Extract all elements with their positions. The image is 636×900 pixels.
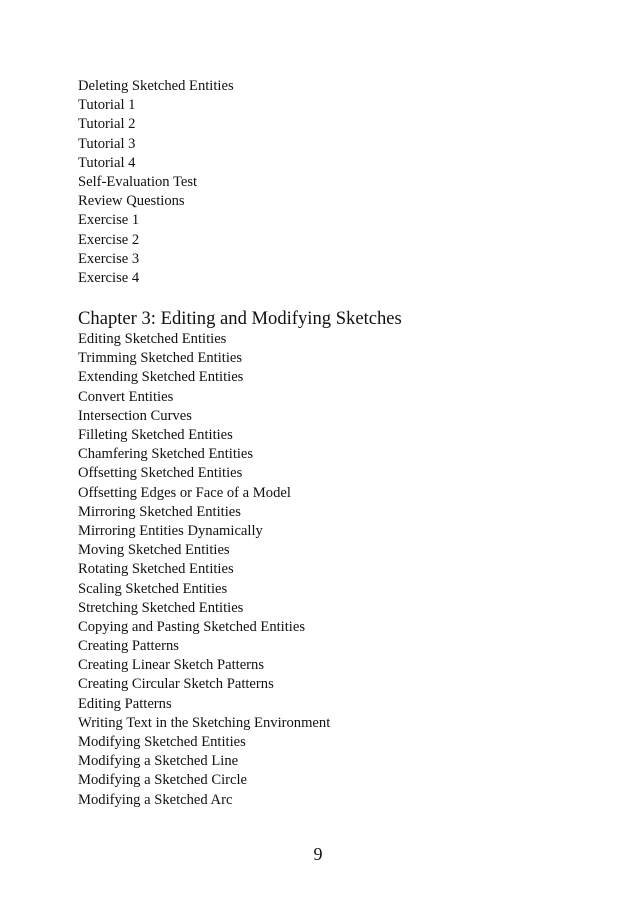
toc-entry: Trimming Sketched Entities (78, 350, 243, 367)
toc-section-continued (78, 77, 598, 288)
toc-entry-tutorial-3: Tutorial 3 (78, 135, 136, 152)
toc-entry: Editing Sketched Entities (78, 331, 227, 348)
toc-entry: Offsetting Edges or Face of a Model (78, 484, 291, 501)
page-number: 9 (313, 844, 323, 864)
toc-entry: Editing Patterns (78, 695, 172, 712)
toc-entry: Convert Entities (78, 388, 174, 405)
toc-entry: Intersection Curves (78, 407, 192, 424)
toc-entry-self-evaluation-test: Self-Evaluation Test (78, 173, 198, 190)
toc-entry: Modifying Sketched Entities (78, 734, 246, 750)
chapter-3-heading: Chapter 3: Editing and Modifying Sketches (78, 308, 402, 330)
toc-entry-exercise-2: Exercise 2 (78, 231, 140, 248)
toc-entry: Moving Sketched Entities (78, 542, 230, 559)
toc-entry: Modifying a Sketched Arc (78, 791, 233, 808)
toc-entry: Copying and Pasting Sketched Entities (78, 618, 305, 635)
toc-entry-tutorial-4: Tutorial 4 (78, 154, 136, 171)
toc-entry: Modifying a Sketched Line (78, 753, 239, 770)
toc-entry-tutorial-1: Tutorial 1 (78, 97, 136, 114)
toc-entry-exercise-4: Exercise 4 (78, 269, 140, 286)
toc-entry: Mirroring Entities Dynamically (78, 522, 263, 539)
toc-entry-exercise-3: Exercise 3 (78, 250, 140, 267)
toc-entry-exercise-1: Exercise 1 (78, 212, 140, 229)
toc-entry: Modifying a Sketched Circle (78, 772, 248, 789)
toc-entry-deleting-sketched-entities: Deleting Sketched Entities (78, 78, 234, 94)
toc-entry: Chamfering Sketched Entities (78, 446, 254, 463)
toc-entry: Creating Patterns (78, 638, 179, 655)
toc-entry: Writing Text in the Sketching Environment (78, 714, 331, 731)
toc-chapter-3-list (78, 330, 598, 810)
toc-entry-review-questions: Review Questions (78, 193, 185, 210)
toc-entry: Offsetting Sketched Entities (78, 465, 243, 482)
toc-entry: Stretching Sketched Entities (78, 599, 244, 616)
toc-entry-tutorial-2: Tutorial 2 (78, 116, 136, 133)
toc-entry: Extending Sketched Entities (78, 369, 244, 386)
toc-entry: Scaling Sketched Entities (78, 580, 228, 597)
toc-entry: Rotating Sketched Entities (78, 561, 234, 578)
toc-entry: Mirroring Sketched Entities (78, 503, 241, 520)
toc-entry: Creating Circular Sketch Patterns (78, 676, 274, 693)
toc-entry: Creating Linear Sketch Patterns (78, 657, 265, 674)
toc-entry: Filleting Sketched Entities (78, 427, 233, 443)
toc-content (78, 77, 598, 810)
